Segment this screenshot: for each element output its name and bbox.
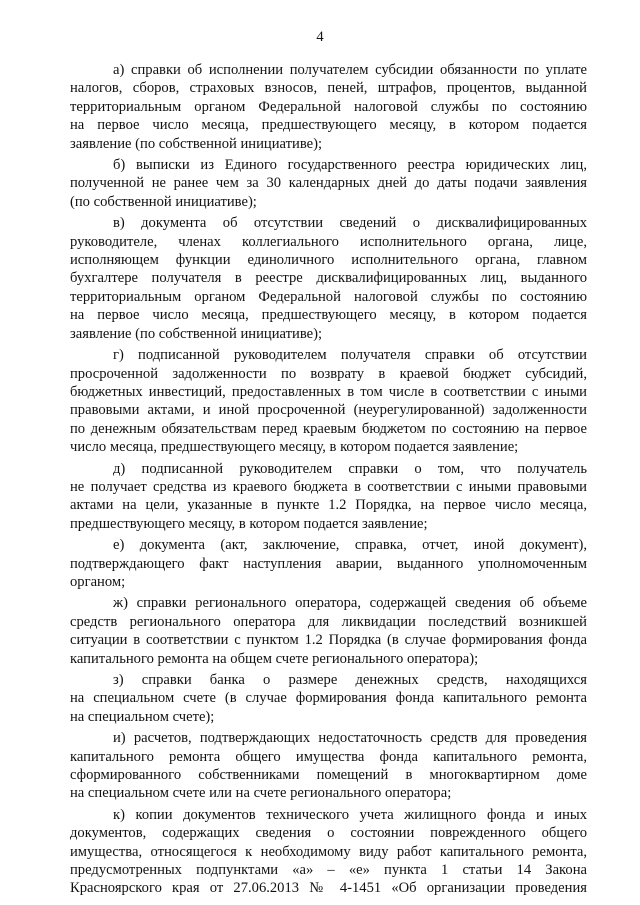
text-line: сформированного собственниками помещений в многоквартирном доме <box>70 767 587 784</box>
text-line: по денежным обязательствам перед краевым бюджетом по состоянию на первое <box>70 420 587 437</box>
text-line: к) копии документов технического учета жилищного фонда и иных <box>113 806 587 823</box>
text-line: налогов, сборов, страховых взносов, пеней, штрафов, процентов, выданной <box>70 80 587 97</box>
text-line: территориальным органом Федеральной налоговой службы по состоянию <box>70 288 587 305</box>
text-line: исполняющем функции единоличного исполнительного органа, главном <box>70 252 587 269</box>
text-line: бюджетных инвестиций, предоставленных в том числе в соответствии с иными <box>70 383 587 400</box>
list-item <box>70 806 587 898</box>
text-line: и) расчетов, подтверждающих недостаточность средств для проведения <box>113 730 587 747</box>
text-line: б) выписки из Единого государственного реестра юридических лиц, <box>113 157 587 174</box>
list-item <box>70 346 587 456</box>
text-line: органом; <box>70 573 126 590</box>
text-line: на специальном счете (в случае формирования фонда капитального ремонта <box>70 690 587 707</box>
text-line: не получает средства из краевого бюджета в соответствии с иными правовыми <box>70 478 587 495</box>
text-line: предшествующего месяцу, в котором подается заявление; <box>70 515 428 532</box>
list-item <box>70 460 587 534</box>
text-line: на первое число месяца, предшествующего месяцу, в котором подается <box>70 307 587 324</box>
text-line: документов, содержащих сведения о состоянии поврежденного общего <box>70 825 587 842</box>
list-item <box>70 594 587 668</box>
list-item <box>70 729 587 803</box>
document-body <box>70 61 587 901</box>
text-line: предусмотренных подпунктами «а» – «е» пункта 1 статьи 14 Закона <box>70 862 587 879</box>
text-line: в) документа об отсутствии сведений о дисквалифицированных <box>113 215 587 232</box>
text-line: территориальным органом Федеральной налоговой службы по состоянию <box>70 98 587 115</box>
text-line: на первое число месяца, предшествующего месяцу, в котором подается <box>70 117 587 134</box>
list-item <box>70 156 587 211</box>
text-line: на специальном счете); <box>70 708 215 725</box>
text-line: на специальном счете или на счете регионального оператора; <box>70 785 452 802</box>
text-line: имущества, относящегося к необходимому виду работ капитального ремонта, <box>70 843 587 860</box>
text-line: средств регионального оператора для ликвидации последствий возникшей <box>70 613 587 630</box>
text-line: ситуации в соответствии с пунктом 1.2 Порядка (в случае формирования фонда <box>70 632 587 649</box>
list-item <box>70 671 587 726</box>
text-line: правовыми актами, и иной просроченной (неурегулированной) задолженности <box>70 402 587 419</box>
text-line: полученной не ранее чем за 30 календарных дней до даты подачи заявления <box>70 175 587 192</box>
list-item <box>70 536 587 591</box>
page-number: 4 <box>316 29 324 45</box>
text-line: подтверждающего факт наступления аварии, выданного уполномоченным <box>70 555 587 572</box>
text-line: руководителе, членах коллегиального исполнительного органа, лице, <box>70 233 587 250</box>
list-item <box>70 214 587 343</box>
text-line: капитального ремонта на общем счете регионального оператора); <box>70 650 479 667</box>
text-line: заявление (по собственной инициативе); <box>70 135 323 152</box>
text-line: д) подписанной руководителем справки о том, что получатель <box>113 460 587 477</box>
text-line: (по собственной инициативе); <box>70 193 257 210</box>
text-line: г) подписанной руководителем получателя справки об отсутствии <box>113 347 587 364</box>
text-line: просроченной задолженности по возврату в краевой бюджет субсидий, <box>70 365 587 382</box>
text-line: е) документа (акт, заключение, справка, отчет, иной документ), <box>113 537 587 554</box>
text-line: актами на цели, указанные в пункте 1.2 Порядка, на первое число месяца, <box>70 497 587 514</box>
text-line: заявление (по собственной инициативе); <box>70 325 323 342</box>
text-line: ж) справки регионального оператора, содержащей сведения об объеме <box>113 595 587 612</box>
text-line: капитального ремонта общего имущества фонда капитального ремонта, <box>70 748 587 765</box>
text-line: число месяца, предшествующего месяцу, в котором подается заявление; <box>70 439 519 456</box>
text-line: з) справки банка о размере денежных средств, находящихся <box>113 672 587 688</box>
text-line: а) справки об исполнении получателем субсидии обязанности по уплате <box>113 62 587 78</box>
list-item <box>70 61 587 153</box>
text-line: Красноярского края от 27.06.2013 № 4-1451 «Об организации проведения <box>70 880 587 897</box>
text-line: бухгалтере получателя в реестре дисквалифицированных лиц, выданного <box>70 270 587 287</box>
